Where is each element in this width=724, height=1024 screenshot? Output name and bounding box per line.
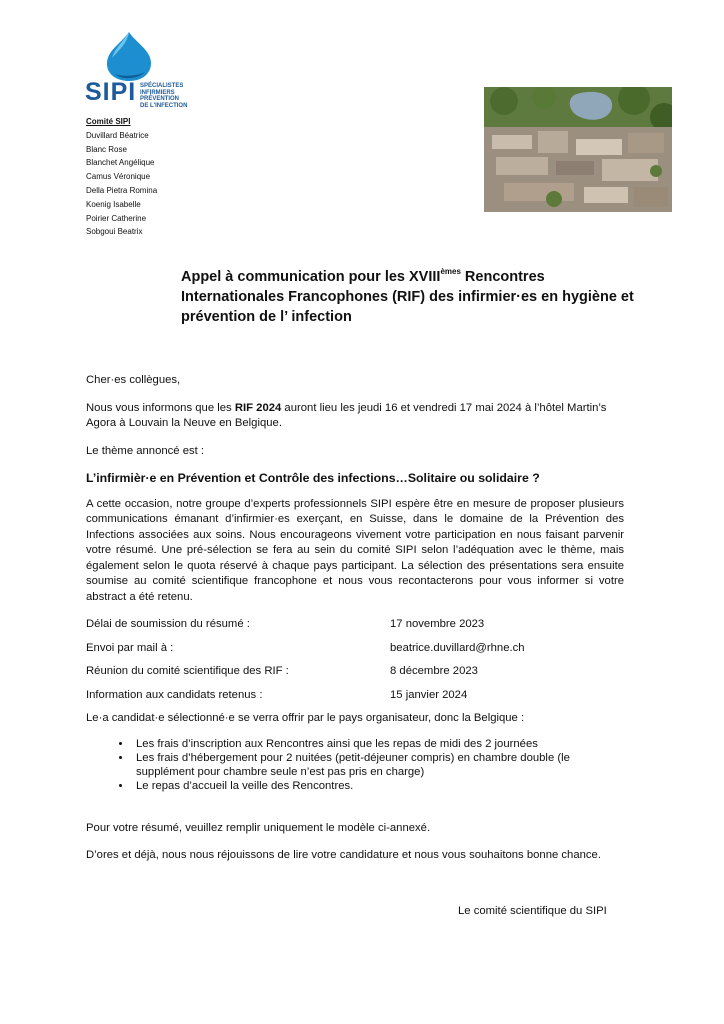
aerial-city-photo <box>484 87 672 212</box>
committee-member: Koenig Isabelle <box>86 199 141 209</box>
offer-intro: Le·a candidat·e sélectionné·e se verra offrir par le pays organisateur, donc la Belgique : <box>86 712 525 724</box>
detail-label: Information aux candidats retenus : <box>86 688 263 701</box>
list-item: • Les frais d’hébergement pour 2 nuitées (petit-déjeuner compris) en chambre double (le supplément pour chambre seule n’est pas pris en charge) <box>132 751 624 779</box>
list-item: • Les frais d’inscription aux Rencontres ainsi que les repas de midi des 2 journées <box>132 737 624 751</box>
committee-member: Blanchet Angélique <box>86 158 155 168</box>
detail-row <box>86 641 624 665</box>
detail-value: 17 novembre 2023 <box>390 618 485 630</box>
sipi-logo <box>85 30 200 108</box>
water-drop-icon <box>85 30 155 82</box>
document-title: Appel à communication pour les XVIIIèmes Rencontres Internationales Francophones (RIF) des infirmier·es en hygiène et prévention de l’ infection <box>181 267 634 325</box>
detail-row <box>86 664 624 688</box>
committee-member: Sobgoui Beatrix <box>86 227 143 237</box>
resume-note: Pour votre résumé, veuillez remplir uniquement le modèle ci-annexé. <box>86 821 431 834</box>
logo-subtitle: SPÉCIALISTES INFIRMIERS PRÉVENTION DE L'INFECTION <box>140 83 188 109</box>
detail-label: Délai de soumission du résumé : <box>86 618 250 630</box>
list-item: • Le repas d’accueil la veille des Rencontres. <box>132 779 624 793</box>
detail-label: Réunion du comité scientifique des RIF : <box>86 665 289 677</box>
signature: Le comité scientifique du SIPI <box>458 905 607 917</box>
detail-label: Envoi par mail à : <box>86 641 174 654</box>
details-table <box>86 617 624 711</box>
event-info: Nous vous informons que les RIF 2024 auront lieu les jeudi 16 et vendredi 17 mai 2024 à l’hôtel Martin’s Agora à Louvain la Neuve en Belgique. <box>86 401 607 429</box>
main-paragraph: A cette occasion, notre groupe d’experts professionnels SIPI espère être en mesure de proposer plusieurs communications émanant d’infirmier·es exerçant, en Suisse, dans le domaine de la Prévention des Infections associées aux soins. Nous encourageons vivement votre participation en nous faisant parvenir votre résumé. Une pré-sélection se fera au sein du comité SIPI selon l’adéquation avec le thème, mais également selon le quota réservé à chaque pays participant. La sélection des présentations sera ensuite soumise au comité scientifique francophone et nous vous recontacterons pour vous informer si votre abstract a été retenu. <box>86 497 624 603</box>
closing: D’ores et déjà, nous nous réjouissons de lire votre candidature et nous vous souhaitons bonne chance. <box>86 849 601 861</box>
letter-body <box>86 373 624 864</box>
detail-row <box>86 688 624 712</box>
committee-member: Duvillard Béatrice <box>86 130 149 140</box>
offer-list <box>86 737 624 793</box>
theme-intro: Le thème annoncé est : <box>86 444 205 457</box>
theme-heading: L’infirmièr·e en Prévention et Contrôle des infections…Solitaire ou solidaire ? <box>86 471 540 485</box>
committee-member: Camus Véronique <box>86 172 151 182</box>
detail-row <box>86 617 624 641</box>
detail-value: 15 janvier 2024 <box>390 688 468 701</box>
committee-member: Poirier Catherine <box>86 213 147 223</box>
committee-member: Blanc Rose <box>86 144 127 154</box>
greeting: Cher·es collègues, <box>86 374 181 386</box>
detail-value: beatrice.duvillard@rhne.ch <box>390 641 525 654</box>
committee-list <box>86 115 157 239</box>
detail-value: 8 décembre 2023 <box>390 665 478 677</box>
committee-member: Della Pietra Romina <box>86 185 158 195</box>
committee-heading: Comité SIPI <box>86 117 131 126</box>
logo-wordmark: SIPI <box>85 78 137 106</box>
